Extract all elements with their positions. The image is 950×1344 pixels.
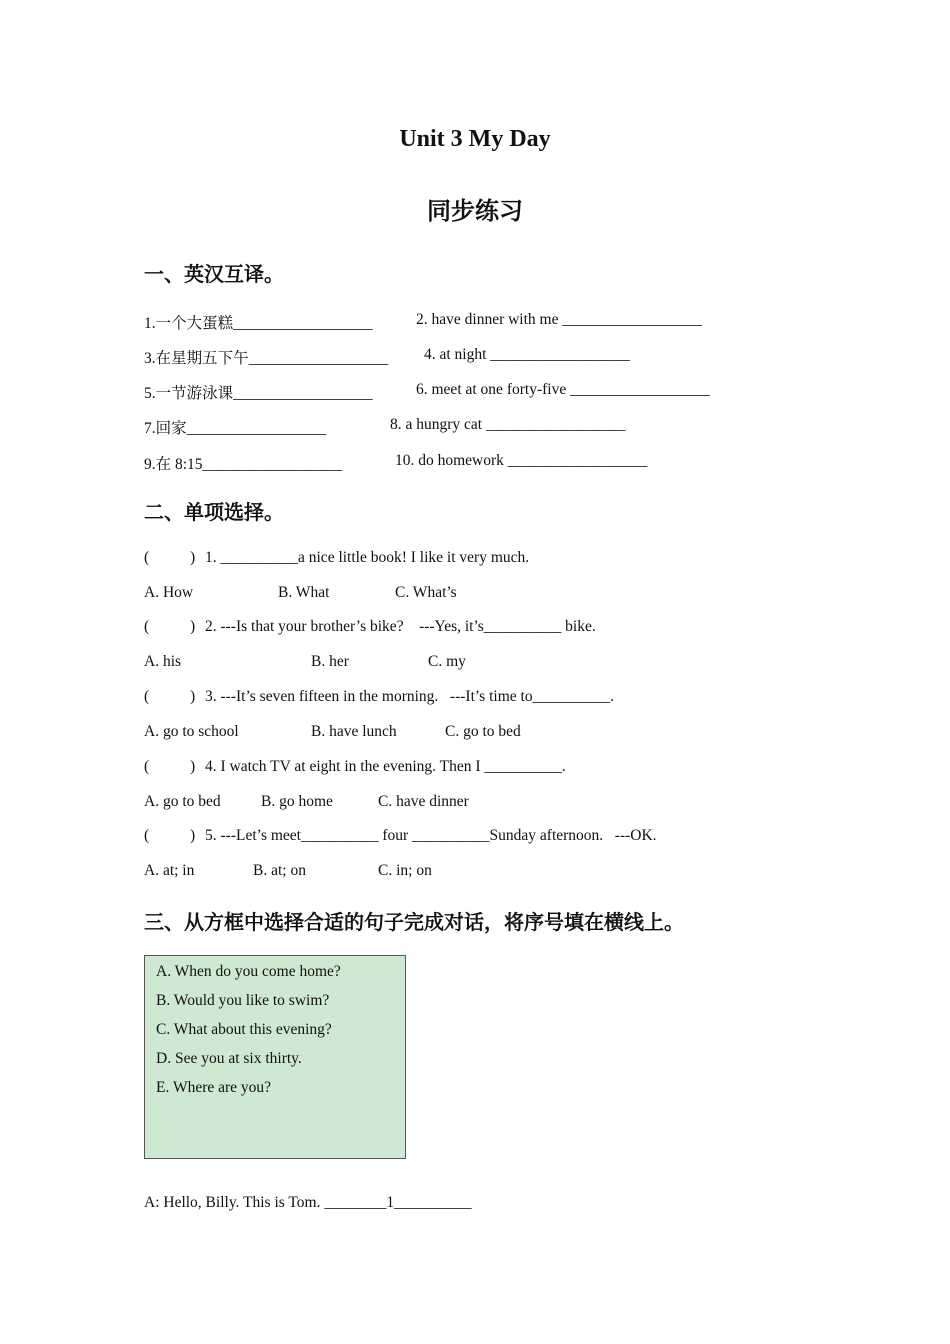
q1-option-b: B. What bbox=[278, 584, 330, 601]
q5-close-paren: ) bbox=[190, 827, 196, 844]
section1-heading: 一、英汉互译。 bbox=[144, 262, 284, 286]
answer-choice-box bbox=[144, 955, 406, 1159]
s1-item-9: 9.在 8:15__________________ bbox=[144, 456, 343, 473]
s1-item-8: 8. a hungry cat __________________ bbox=[390, 416, 626, 433]
q1-option-c: C. What’s bbox=[395, 584, 457, 601]
s1-item-2: 2. have dinner with me __________________ bbox=[416, 311, 702, 328]
box-item-d: D. See you at six thirty. bbox=[156, 1050, 302, 1067]
q2-option-b: B. her bbox=[311, 653, 349, 670]
s1-item-5: 5.一节游泳课__________________ bbox=[144, 385, 373, 402]
s1-item-1: 1.一个大蛋糕__________________ bbox=[144, 315, 373, 332]
q5-option-b: B. at; on bbox=[253, 862, 306, 879]
s1-item-6: 6. meet at one forty-five __________________ bbox=[416, 381, 710, 398]
q5-option-c: C. in; on bbox=[378, 862, 432, 879]
q3-option-a: A. go to school bbox=[144, 723, 239, 740]
q2-option-c: C. my bbox=[428, 653, 466, 670]
section3-heading: 三、从方框中选择合适的句子完成对话，将序号填在横线上。 bbox=[144, 910, 684, 934]
q2-open-paren: ( bbox=[144, 618, 150, 635]
q1-open-paren: ( bbox=[144, 549, 150, 566]
q3-text: 3. ---It’s seven fifteen in the morning. ---It’s time to__________. bbox=[205, 688, 614, 705]
dialogue-line-1: A: Hello, Billy. This is Tom. ________1__________ bbox=[144, 1194, 472, 1211]
q4-close-paren: ) bbox=[190, 758, 196, 775]
s1-item-4: 4. at night __________________ bbox=[424, 346, 630, 363]
q2-text: 2. ---Is that your brother’s bike? ---Yes, it’s__________ bike. bbox=[205, 618, 596, 635]
q1-text: 1. __________a nice little book! I like it very much. bbox=[205, 549, 530, 566]
box-item-e: E. Where are you? bbox=[156, 1079, 272, 1096]
section2-heading: 二、单项选择。 bbox=[144, 500, 284, 524]
q4-option-a: A. go to bed bbox=[144, 793, 221, 810]
q3-option-b: B. have lunch bbox=[311, 723, 397, 740]
s1-item-10: 10. do homework __________________ bbox=[395, 452, 648, 469]
box-item-a: A. When do you come home? bbox=[156, 963, 341, 980]
box-item-b: B. Would you like to swim? bbox=[156, 992, 330, 1009]
q4-open-paren: ( bbox=[144, 758, 150, 775]
q3-option-c: C. go to bed bbox=[445, 723, 521, 740]
q4-text: 4. I watch TV at eight in the evening. Then I __________. bbox=[205, 758, 566, 775]
s1-item-7: 7.回家__________________ bbox=[144, 420, 327, 437]
q2-close-paren: ) bbox=[190, 618, 196, 635]
page-title: Unit 3 My Day bbox=[399, 126, 551, 152]
q4-option-c: C. have dinner bbox=[378, 793, 469, 810]
q5-text: 5. ---Let’s meet__________ four __________Sunday afternoon. ---OK. bbox=[205, 827, 657, 844]
q1-close-paren: ) bbox=[190, 549, 196, 566]
page-subtitle: 同步练习 bbox=[427, 197, 523, 225]
box-item-c: C. What about this evening? bbox=[156, 1021, 332, 1038]
q4-option-b: B. go home bbox=[261, 793, 333, 810]
s1-item-3: 3.在星期五下午__________________ bbox=[144, 350, 389, 367]
q3-close-paren: ) bbox=[190, 688, 196, 705]
q5-open-paren: ( bbox=[144, 827, 150, 844]
q2-option-a: A. his bbox=[144, 653, 182, 670]
q3-open-paren: ( bbox=[144, 688, 150, 705]
q1-option-a: A. How bbox=[144, 584, 194, 601]
q5-option-a: A. at; in bbox=[144, 862, 195, 879]
